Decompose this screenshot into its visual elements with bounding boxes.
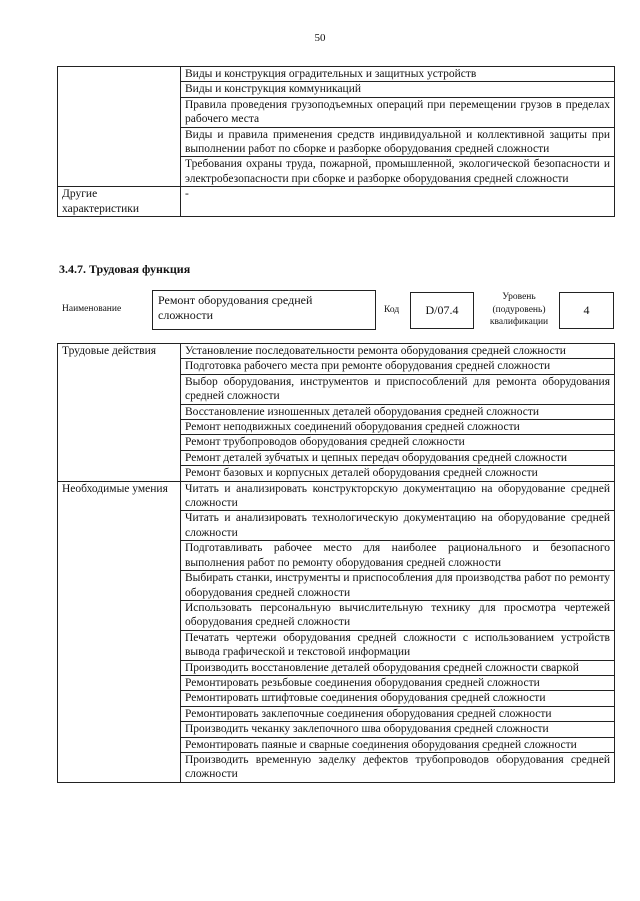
skill-item: Производить восстановление деталей оборудования средней сложности сваркой bbox=[181, 660, 615, 675]
skill-item: Читать и анализировать технологическую документацию на оборудование средней сложности bbox=[181, 511, 615, 541]
labor-action-item: Восстановление изношенных деталей оборудования средней сложности bbox=[181, 404, 615, 419]
skill-item: Выбирать станки, инструменты и приспособления для производства работ по ремонту оборудования средней сложности bbox=[181, 571, 615, 601]
skill-item: Читать и анализировать конструкторскую документацию на оборудование средней сложности bbox=[181, 481, 615, 511]
level-label-line2: (подуровень) bbox=[492, 304, 546, 315]
level-label-line3: квалификации bbox=[489, 317, 549, 327]
knowledge-item: Правила проведения грузоподъемных операций при перемещении грузов в пределах рабочего места bbox=[181, 97, 615, 127]
level-value-box bbox=[559, 292, 614, 329]
labor-actions-label: Трудовые действия bbox=[58, 344, 181, 482]
section-heading: 3.4.7. Трудовая функция bbox=[59, 262, 191, 276]
table-row bbox=[58, 344, 615, 359]
skill-item: Производить чеканку заклепочного шва оборудования средней сложности bbox=[181, 722, 615, 737]
knowledge-item: Виды и правила применения средств индивидуальной и коллективной защиты при выполнении работ по сборке и разборке оборудования средней сложности bbox=[181, 127, 615, 157]
other-characteristics-value: - bbox=[181, 187, 615, 217]
skill-item: Ремонтировать паяные и сварные соединения оборудования средней сложности bbox=[181, 737, 615, 752]
level-value: 4 bbox=[583, 303, 590, 317]
skill-item: Подготавливать рабочее место для наиболее рационального и безопасного выполнения работ по ремонту оборудования средней сложности bbox=[181, 541, 615, 571]
knowledge-table-continuation bbox=[57, 66, 615, 217]
name-label: Наименование bbox=[62, 304, 122, 314]
labor-action-item: Ремонт базовых и корпусных деталей оборудования средней сложности bbox=[181, 466, 615, 481]
code-label: Код bbox=[384, 305, 400, 315]
code-value: D/07.4 bbox=[425, 303, 459, 317]
labor-action-item: Выбор оборудования, инструментов и приспособлений для ремонта оборудования средней сложности bbox=[181, 374, 615, 404]
skill-item: Ремонтировать штифтовые соединения оборудования средней сложности bbox=[181, 691, 615, 706]
skill-item: Производить временную заделку дефектов трубопроводов оборудования средней сложности bbox=[181, 752, 615, 782]
skill-item: Ремонтировать заклепочные соединения оборудования средней сложности bbox=[181, 706, 615, 721]
knowledge-item: Требования охраны труда, пожарной, промышленной, экологической безопасности и электробезопасности при сборке и разборке оборудования средней сложности bbox=[181, 157, 615, 187]
labor-action-item: Ремонт трубопроводов оборудования средней сложности bbox=[181, 435, 615, 450]
skill-item: Использовать персональную вычислительную технику для просмотра чертежей оборудования средней сложности bbox=[181, 600, 615, 630]
knowledge-item: Виды и конструкция коммуникаций bbox=[181, 82, 615, 97]
labor-action-item: Подготовка рабочего места при ремонте оборудования средней сложности bbox=[181, 359, 615, 374]
name-value: Ремонт оборудования средней сложности bbox=[158, 293, 313, 322]
skills-label: Необходимые умения bbox=[58, 481, 181, 782]
name-value-box bbox=[152, 290, 376, 330]
table-row bbox=[58, 187, 615, 217]
table-row bbox=[58, 67, 615, 82]
row-label-empty bbox=[58, 67, 181, 187]
skill-item: Ремонтировать резьбовые соединения оборудования средней сложности bbox=[181, 675, 615, 690]
table-row bbox=[58, 481, 615, 511]
labor-action-item: Ремонт неподвижных соединений оборудования средней сложности bbox=[181, 420, 615, 435]
knowledge-item: Виды и конструкция оградительных и защитных устройств bbox=[181, 67, 615, 82]
labor-action-item: Установление последовательности ремонта оборудования средней сложности bbox=[181, 344, 615, 359]
labor-function-table bbox=[57, 343, 615, 783]
skill-item: Печатать чертежи оборудования средней сложности с использованием устройств вывода графической и текстовой информации bbox=[181, 630, 615, 660]
level-label-line1: Уровень bbox=[502, 292, 536, 302]
code-value-box bbox=[410, 292, 474, 329]
page-number: 50 bbox=[314, 32, 326, 44]
level-label bbox=[480, 291, 558, 329]
labor-action-item: Ремонт деталей зубчатых и цепных передач оборудования средней сложности bbox=[181, 450, 615, 465]
other-characteristics-label: Другие характеристики bbox=[58, 187, 181, 217]
